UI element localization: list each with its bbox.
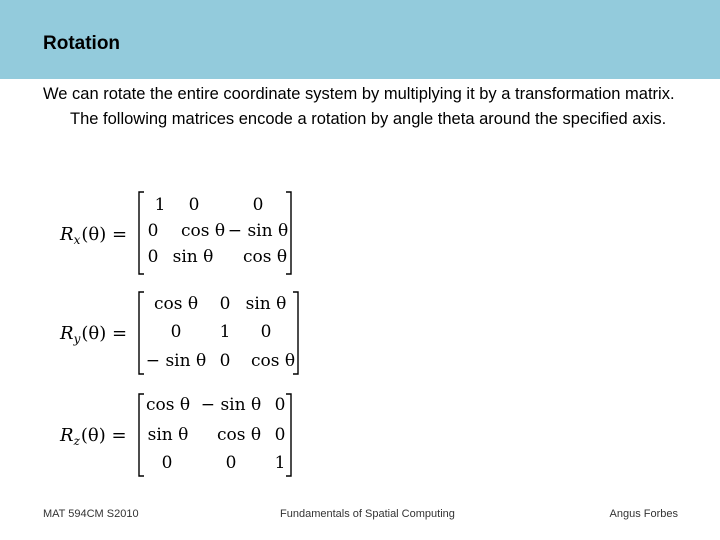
matrix-z-svg xyxy=(0,392,360,488)
left-bracket xyxy=(139,192,144,274)
cell: 1 xyxy=(274,453,286,473)
matrix-x-lhs: $R_x(\theta)$ = xyxy=(60,224,128,247)
right-bracket xyxy=(286,394,291,476)
cell: 0 xyxy=(219,294,231,314)
cell: 0 xyxy=(274,425,286,445)
rotation-matrix-y xyxy=(0,290,360,386)
footer-author: Angus Forbes xyxy=(609,508,678,520)
left-bracket xyxy=(139,292,144,374)
cell: 0 xyxy=(219,351,231,371)
cell: cos θ xyxy=(250,351,296,371)
cell: 0 xyxy=(170,322,182,342)
cell: − sin θ xyxy=(227,221,289,241)
rotation-matrix-z xyxy=(0,392,360,488)
body-paragraph: We can rotate the entire coordinate system by multiplying it by a transformation matrix. The following matrices encode a rotation by angle theta around the specified axis. xyxy=(43,85,675,128)
cell: sin θ xyxy=(245,294,287,314)
slide-title: Rotation xyxy=(43,33,121,54)
rotation-matrix-x xyxy=(0,188,360,284)
matrix-y-lhs: $R_y(\theta)$ = xyxy=(60,323,128,346)
cell: cos θ xyxy=(145,395,191,415)
cell: − sin θ xyxy=(145,351,207,371)
body-text xyxy=(43,82,683,131)
cell: 0 xyxy=(147,221,159,241)
cell: cos θ xyxy=(242,247,288,267)
matrix-y-svg xyxy=(0,290,360,386)
cell: cos θ xyxy=(216,425,262,445)
footer-course: MAT 594CM S2010 xyxy=(43,508,139,520)
left-bracket xyxy=(139,394,144,476)
matrix-z-lhs: $R_z(\theta)$ = xyxy=(60,425,127,448)
footer-title: Fundamentals of Spatial Computing xyxy=(280,508,455,520)
cell: 0 xyxy=(161,453,173,473)
cell: cos θ xyxy=(153,294,199,314)
cell: 0 xyxy=(188,195,200,215)
cell: 0 xyxy=(225,453,237,473)
cell: 1 xyxy=(154,195,166,215)
cell: 1 xyxy=(219,322,231,342)
cell: 0 xyxy=(274,395,286,415)
matrix-x-svg xyxy=(0,188,360,284)
cell: 0 xyxy=(147,247,159,267)
cell: − sin θ xyxy=(200,395,262,415)
cell: 0 xyxy=(260,322,272,342)
cell: 0 xyxy=(252,195,264,215)
cell: cos θ xyxy=(180,221,226,241)
cell: sin θ xyxy=(147,425,189,445)
cell: sin θ xyxy=(172,247,214,267)
